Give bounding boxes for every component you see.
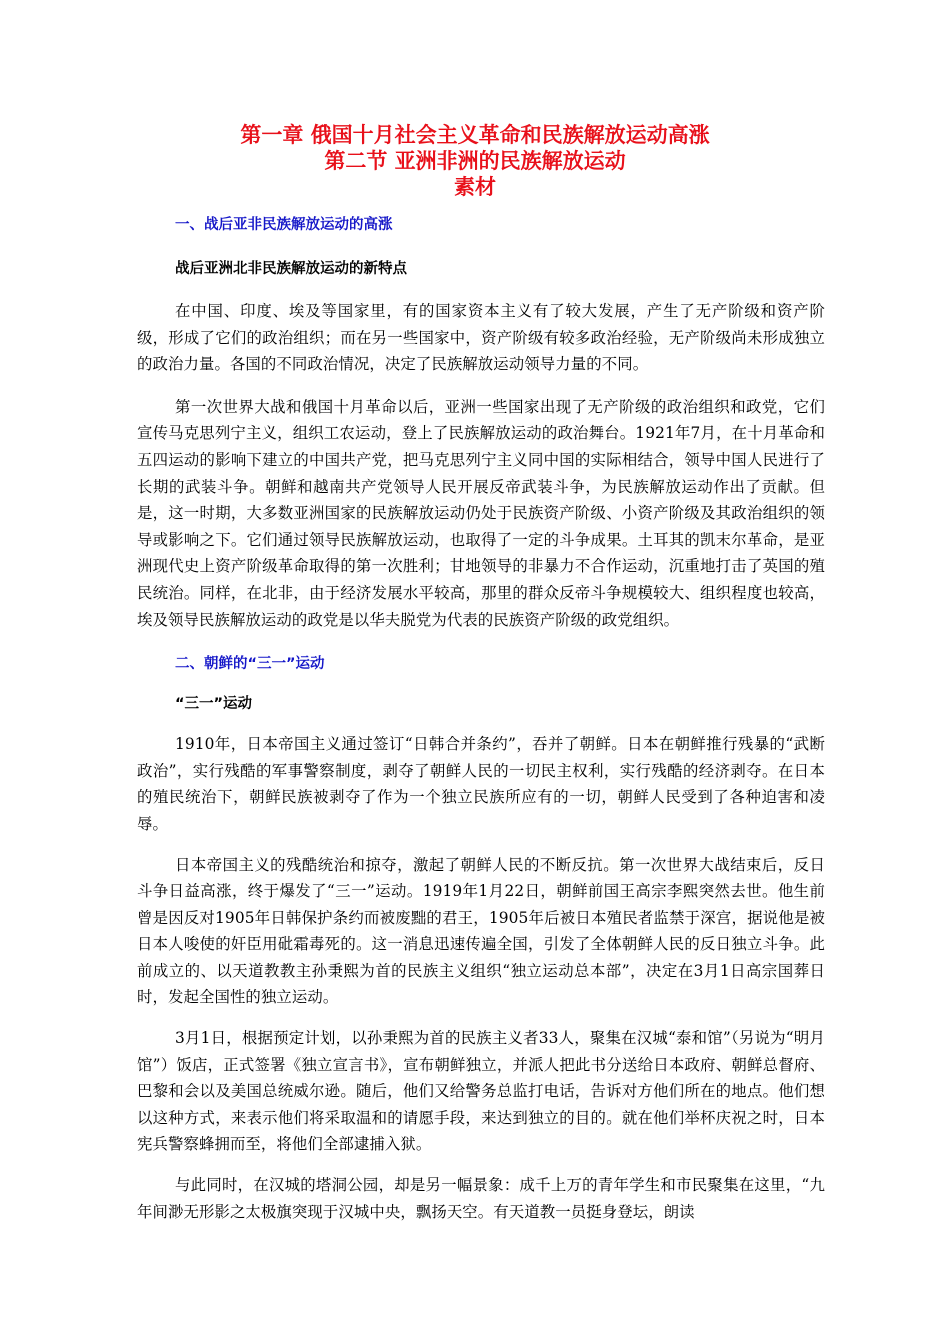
paragraph: 在中国、印度、埃及等国家里，有的国家资本主义有了较大发展，产生了无产阶级和资产阶级，形成了它们的政治组织；而在另一些国家中，资产阶级有较多政治经验，无产阶级尚未形成独立的政治力量。各国的不同政治情况，决定了民族解放运动领导力量的不同。 (137, 302, 825, 374)
document-title-block (0, 122, 950, 200)
section-title: 第二节 亚洲非洲的民族解放运动 (324, 149, 626, 173)
document-body (137, 214, 825, 1225)
paragraph: 日本帝国主义的残酷统治和掠夺，激起了朝鲜人民的不断反抗。第一次世界大战结束后，反日斗争日益高涨，终于爆发了“三一”运动。1919年1月22日，朝鲜前国王高宗李熙突然去世。他生前曾是因反对1905年日韩保护条约而被废黜的君王，1905年后被日本殖民者监禁于深宫，据说他是被日本人唆使的奸臣用砒霜毒死的。这一消息迅速传遍全国，引发了全体朝鲜人民的反日独立斗争。此前成立的、以天道教教主孙秉熙为首的民族主义组织“独立运动总本部”，决定在3月1日高宗国葬日时，发起全国性的独立运动。 (137, 855, 825, 1007)
paragraph: 与此同时，在汉城的塔洞公园，却是另一幅景象：成千上万的青年学生和市民聚集在这里，“九年间渺无形影之太极旗突现于汉城中央，飘扬天空。有天道教一员挺身登坛，朗读 (137, 1176, 825, 1221)
paragraph: 第一次世界大战和俄国十月革命以后，亚洲一些国家出现了无产阶级的政治组织和政党，它们宣传马克思列宁主义，组织工农运动，登上了民族解放运动的政治舞台。1921年7月，在十月革命和五四运动的影响下建立的中国共产党，把马克思列宁主义同中国的实际相结合，领导中国人民进行了长期的武装斗争。朝鲜和越南共产党领导人民开展反帝武装斗争，为民族解放运动作出了贡献。但是，这一时期，大多数亚洲国家的民族解放运动仍处于民族资产阶级、小资产阶级及其政治组织的领导或影响之下。它们通过领导民族解放运动，也取得了一定的斗争成果。土耳其的凯末尔革命，是亚洲现代史上资产阶级革命取得的第一次胜利；甘地领导的非暴力不合作运动，沉重地打击了英国的殖民统治。同样，在北非，由于经济发展水平较高，那里的群众反帝斗争规模较大、组织程度也较高，埃及领导民族解放运动的政党是以华夫脱党为代表的民族资产阶级的政党组织。 (137, 397, 825, 629)
subheading-1: 战后亚洲北非民族解放运动的新特点 (175, 261, 407, 277)
paragraph: 1910年，日本帝国主义通过签订“日韩合并条约”，吞并了朝鲜。日本在朝鲜推行残暴的“武断政治”，实行残酷的军事警察制度，剥夺了朝鲜人民的一切民主权利，实行残酷的经济剥夺。在日本的殖民统治下，朝鲜民族被剥夺了作为一个独立民族所应有的一切，朝鲜人民受到了各种迫害和凌辱。 (137, 735, 825, 833)
section-heading-2: 二、朝鲜的“三一”运动 (175, 656, 325, 673)
section-heading-1: 一、战后亚非民族解放运动的高涨 (175, 217, 393, 233)
material-title: 素材 (454, 175, 496, 199)
paragraph: 3月1日，根据预定计划，以孙秉熙为首的民族主义者33人，聚集在汉城“泰和馆”（另说为“明月馆”）饭店，正式签署《独立宣言书》，宣布朝鲜独立，并派人把此书分送给日本政府、朝鲜总督府、巴黎和会以及美国总统威尔逊。随后，他们又给警务总监打电话，告诉对方他们所在的地点。他们想以这种方式，来表示他们将采取温和的请愿手段，来达到独立的目的。就在他们举杯庆祝之时，日本宪兵警察蜂拥而至，将他们全部逮捕入狱。 (137, 1029, 825, 1154)
chapter-title: 第一章 俄国十月社会主义革命和民族解放运动高涨 (240, 123, 710, 147)
subheading-2: “三一”运动 (175, 696, 253, 713)
